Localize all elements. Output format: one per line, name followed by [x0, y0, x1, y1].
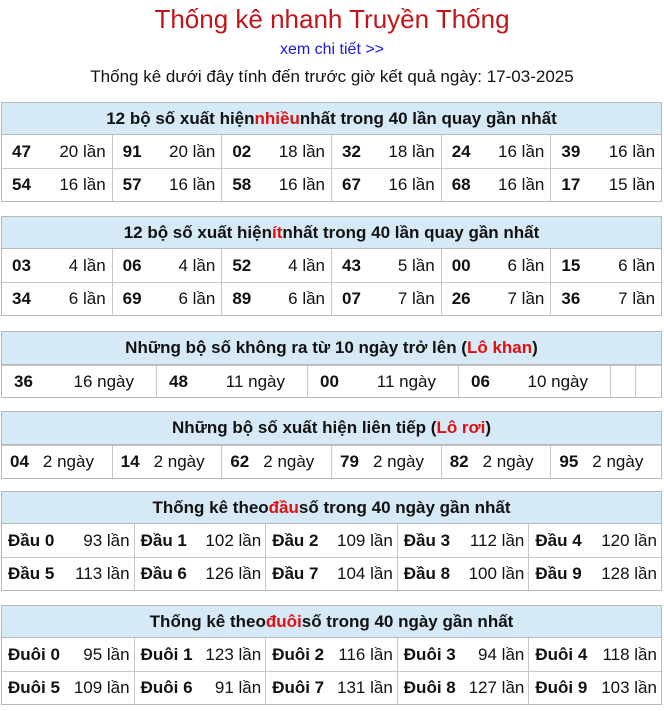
- table-cell: [134, 672, 266, 704]
- table-cell: [265, 672, 397, 704]
- empty-cell: [635, 366, 661, 397]
- table-cell: [331, 169, 441, 201]
- cell-count: 16 lần: [388, 175, 435, 194]
- table-cell: [2, 169, 112, 201]
- table-cell: 04 2 ngày: [10, 452, 94, 471]
- cell-number: 43: [342, 255, 361, 275]
- least-frequent-table: [1, 216, 662, 316]
- table-cell: 00 11 ngày: [307, 366, 458, 397]
- cell-count: 109 lần: [73, 678, 130, 697]
- table-cell: [221, 249, 331, 282]
- cell-count: 118 lần: [602, 644, 657, 664]
- table-cell: 06 10 ngày: [458, 366, 610, 397]
- cell-number: 07: [342, 289, 361, 308]
- cell-number: 15: [561, 255, 581, 275]
- table-cell: 14 2 ngày: [112, 446, 222, 478]
- cell-number: Đuôi 3: [403, 644, 456, 664]
- table-cell: [331, 135, 441, 168]
- cell-count: 128 lần: [601, 564, 657, 583]
- cell-count: 4 lần: [178, 255, 216, 275]
- table-cell: [397, 672, 529, 704]
- cell-number: 06: [122, 255, 142, 275]
- cell-count: 5 lần: [397, 255, 435, 275]
- table-cell: [441, 135, 551, 168]
- cell-count: 16 lần: [498, 141, 545, 161]
- cell-count: 20 lần: [59, 141, 106, 161]
- cell-count: 103 lần: [601, 678, 657, 697]
- table-cell: [550, 249, 661, 282]
- cell-count: 6 lần: [178, 289, 216, 308]
- cell-number: 02: [232, 141, 252, 161]
- cell-count: 7 lần: [618, 289, 656, 308]
- cell-count: 123 lần: [205, 644, 262, 664]
- cell-count: 104 lần: [337, 564, 393, 583]
- cell-count: 18 lần: [388, 141, 435, 161]
- section-header: 12 bộ số xuất hiện nhiều nhất trong 40 lần quay gần nhất: [2, 103, 661, 135]
- table-body: [2, 135, 661, 201]
- table-cell: [2, 672, 134, 704]
- table-cell: [2, 283, 112, 315]
- cell-count: 113 lần: [75, 564, 130, 583]
- cell-count: 16 lần: [278, 175, 326, 194]
- cell-number: 00: [451, 255, 471, 275]
- cell-number: 57: [122, 175, 142, 194]
- cell-number: 67: [342, 175, 361, 194]
- table-cell: [528, 524, 661, 557]
- cell-count: 16 lần: [608, 141, 656, 161]
- cell-count: 95 lần: [83, 644, 130, 664]
- cell-number: 26: [451, 289, 471, 308]
- cell-number: Đuôi 4: [535, 644, 588, 664]
- cell-count: 131 lần: [337, 678, 393, 697]
- cell-count: 126 lần: [205, 564, 262, 583]
- empty-cell: [610, 366, 635, 397]
- cell-number: 52: [232, 255, 252, 275]
- cell-number: Đuôi 5: [8, 678, 60, 697]
- cell-number: Đầu 0: [8, 530, 55, 550]
- cell-number: 47: [12, 141, 31, 161]
- cell-number: 17: [561, 175, 581, 194]
- cell-count: 109 lần: [337, 530, 393, 550]
- cell-count: 4 lần: [288, 255, 326, 275]
- table-cell: [221, 169, 331, 201]
- cell-count: 20 lần: [169, 141, 216, 161]
- cell-number: Đuôi 9: [535, 678, 588, 697]
- cell-count: 7 lần: [397, 289, 435, 308]
- table-cell: [2, 558, 134, 590]
- cell-number: Đầu 7: [272, 564, 319, 583]
- cell-count: 112 lần: [469, 530, 525, 550]
- table-cell: 79 2 ngày: [331, 446, 441, 478]
- table-cell: [134, 638, 266, 671]
- table-row: [2, 365, 661, 397]
- cell-count: 93 lần: [83, 530, 130, 550]
- cell-number: Đầu 6: [140, 564, 187, 583]
- cell-number: Đầu 3: [403, 530, 451, 550]
- cell-number: 54: [12, 175, 31, 194]
- table-cell: [528, 638, 661, 671]
- table-cell: [2, 135, 112, 168]
- table-cell: [441, 169, 551, 201]
- cell-count: 102 lần: [205, 530, 262, 550]
- cell-number: 36: [561, 289, 581, 308]
- table-cell: [397, 524, 529, 557]
- section-header: Những bộ số xuất hiện liên tiếp ( Lô rơi ): [2, 412, 661, 445]
- cell-count: 6 lần: [68, 289, 106, 308]
- table-cell: [550, 135, 661, 168]
- head-digit-table: [1, 491, 662, 591]
- cell-count: 6 lần: [507, 255, 545, 275]
- cell-count: 120 lần: [601, 530, 657, 550]
- table-cell: [134, 524, 266, 557]
- section-header: Thống kê theo đuôi số trong 40 ngày gần nhất: [2, 606, 661, 638]
- cell-number: 69: [122, 289, 142, 308]
- cell-number: 03: [12, 255, 31, 275]
- table-cell: [550, 169, 661, 201]
- table-cell: 95 2 ngày: [550, 446, 661, 478]
- table-cell: 36 16 ngày: [14, 371, 134, 391]
- table-cell: [265, 524, 397, 557]
- table-cell: 48 11 ngày: [156, 366, 307, 397]
- table-body: [2, 638, 661, 704]
- cell-number: 24: [451, 141, 471, 161]
- cell-count: 6 lần: [618, 255, 656, 275]
- lo-roi-table: [1, 411, 662, 479]
- table-cell: [221, 283, 331, 315]
- table-cell: [2, 638, 134, 671]
- cell-number: 32: [342, 141, 361, 161]
- table-cell: [528, 558, 661, 590]
- cell-count: 127 lần: [468, 678, 525, 697]
- table-cell: [112, 249, 222, 282]
- cell-number: Đầu 9: [535, 564, 582, 583]
- table-cell: [331, 283, 441, 315]
- table-row: [2, 557, 661, 590]
- cell-number: Đuôi 6: [140, 678, 193, 697]
- table-cell: [265, 638, 397, 671]
- table-cell: [112, 169, 222, 201]
- cell-count: 91 lần: [214, 678, 262, 697]
- table-cell: [2, 524, 134, 557]
- cell-number: Đuôi 2: [272, 644, 325, 664]
- table-row: [2, 445, 661, 478]
- table-row: [2, 282, 661, 315]
- cell-number: Đầu 8: [403, 564, 451, 583]
- view-details-link[interactable]: xem chi tiết >>: [279, 41, 385, 58]
- table-body: [2, 249, 661, 315]
- cell-number: Đầu 1: [140, 530, 187, 550]
- cell-number: 39: [561, 141, 581, 161]
- page-subtitle: Thống kê dưới đây tính đến trước giờ kết quả ngày: 17-03-2025: [90, 67, 574, 86]
- most-frequent-table: [1, 102, 662, 202]
- cell-number: 34: [12, 289, 31, 308]
- table-row: [2, 249, 661, 282]
- lo-khan-table: [1, 331, 662, 398]
- table-cell: [221, 135, 331, 168]
- cell-number: Đuôi 0: [8, 644, 60, 664]
- cell-number: 89: [232, 289, 252, 308]
- page-title: Thống kê nhanh Truyền Thống: [154, 4, 510, 34]
- cell-number: Đuôi 8: [403, 678, 456, 697]
- table-row: [2, 671, 661, 704]
- table-cell: [2, 249, 112, 282]
- cell-count: 16 lần: [498, 175, 545, 194]
- cell-count: 7 lần: [507, 289, 545, 308]
- cell-count: 15 lần: [608, 175, 656, 194]
- cell-count: 100 lần: [468, 564, 525, 583]
- table-cell: 62 2 ngày: [221, 446, 331, 478]
- table-cell: [331, 249, 441, 282]
- table-cell: [397, 558, 529, 590]
- table-row: [2, 135, 661, 168]
- cell-count: 94 lần: [478, 644, 525, 664]
- cell-count: 4 lần: [68, 255, 106, 275]
- table-cell: 82 2 ngày: [441, 446, 551, 478]
- cell-number: Đuôi 7: [272, 678, 325, 697]
- table-cell: [112, 283, 222, 315]
- cell-number: 68: [451, 175, 471, 194]
- tail-digit-table: [1, 605, 662, 705]
- section-header: 12 bộ số xuất hiện ít nhất trong 40 lần quay gần nhất: [2, 217, 661, 249]
- table-row: [2, 524, 661, 557]
- cell-number: 91: [122, 141, 142, 161]
- table-cell: [550, 283, 661, 315]
- table-cell: [441, 283, 551, 315]
- table-row: [2, 638, 661, 671]
- table-cell: [134, 558, 266, 590]
- section-header: Thống kê theo đầu số trong 40 ngày gần nhất: [2, 492, 661, 524]
- table-cell: [265, 558, 397, 590]
- cell-count: 116 lần: [338, 644, 393, 664]
- cell-number: Đầu 2: [272, 530, 319, 550]
- cell-count: 6 lần: [288, 289, 326, 308]
- cell-number: Đuôi 1: [140, 644, 193, 664]
- table-cell: [397, 638, 529, 671]
- cell-count: 16 lần: [59, 175, 106, 194]
- table-cell: [112, 135, 222, 168]
- section-header: Những bộ số không ra từ 10 ngày trở lên ( Lô khan ): [2, 332, 661, 365]
- cell-number: Đầu 5: [8, 564, 55, 583]
- table-body: [2, 524, 661, 590]
- cell-count: 18 lần: [278, 141, 326, 161]
- cell-number: Đầu 4: [535, 530, 582, 550]
- table-row: [2, 168, 661, 201]
- cell-count: 16 lần: [169, 175, 216, 194]
- table-cell: [528, 672, 661, 704]
- cell-number: 58: [232, 175, 252, 194]
- table-cell: [441, 249, 551, 282]
